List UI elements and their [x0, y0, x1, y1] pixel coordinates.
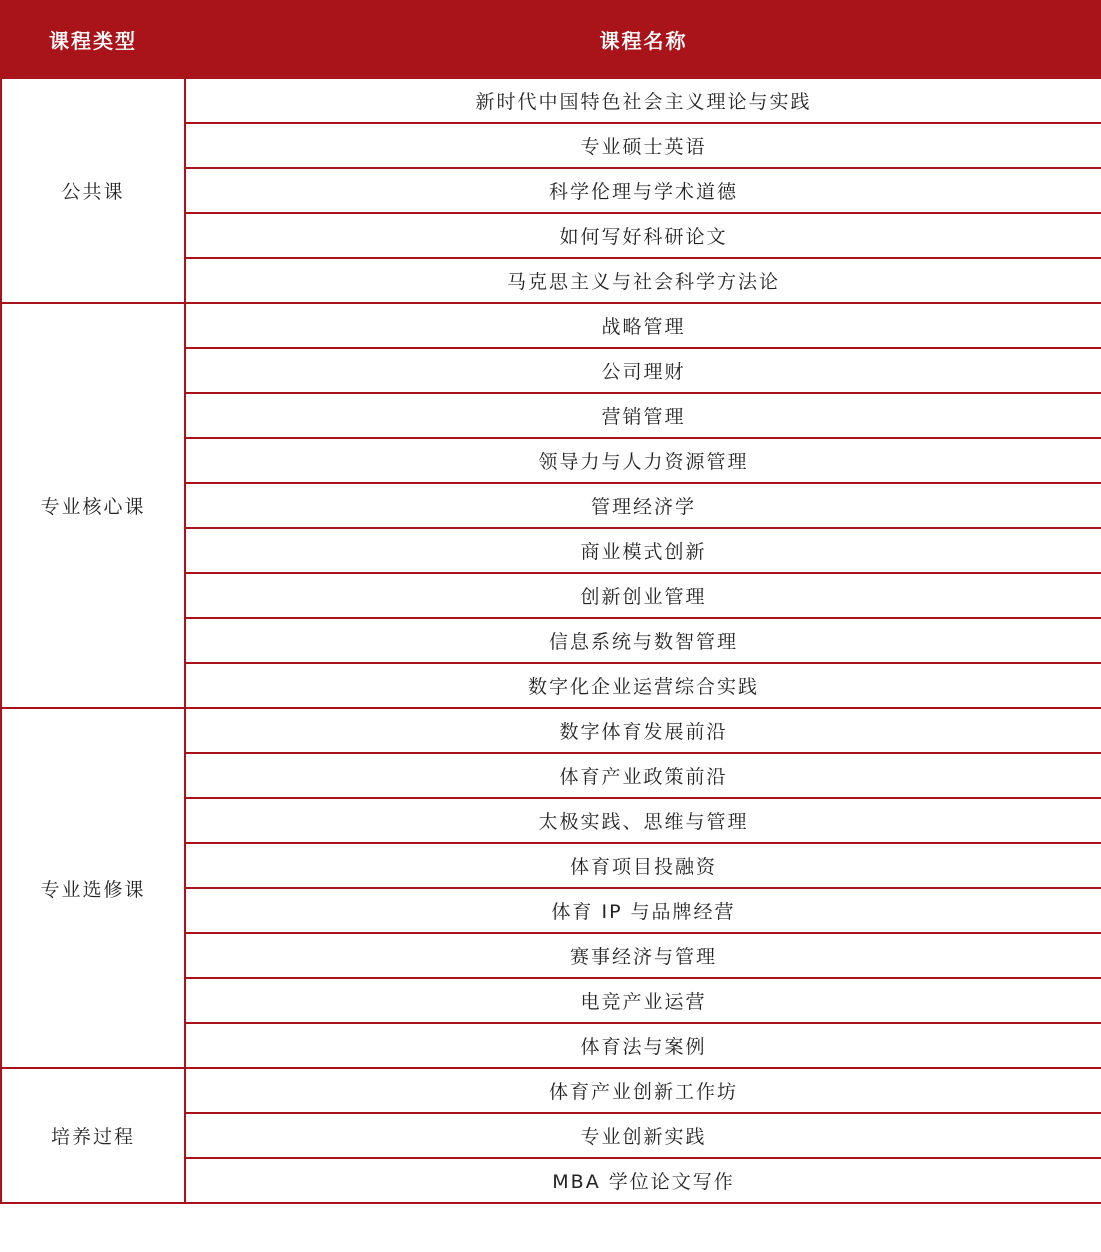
course-cell: 如何写好科研论文 — [185, 213, 1101, 258]
course-cell: 体育项目投融资 — [185, 843, 1101, 888]
table-row — [1, 303, 1101, 348]
course-cell: 专业硕士英语 — [185, 123, 1101, 168]
table-header — [1, 1, 1101, 78]
course-cell: 赛事经济与管理 — [185, 933, 1101, 978]
course-cell: 体育 IP 与品牌经营 — [185, 888, 1101, 933]
course-cell: 数字化企业运营综合实践 — [185, 663, 1101, 708]
course-cell: 战略管理 — [185, 303, 1101, 348]
table-row — [1, 78, 1101, 123]
course-cell: 营销管理 — [185, 393, 1101, 438]
course-cell: 信息系统与数智管理 — [185, 618, 1101, 663]
course-cell: 创新创业管理 — [185, 573, 1101, 618]
course-cell: 电竞产业运营 — [185, 978, 1101, 1023]
course-cell: 数字体育发展前沿 — [185, 708, 1101, 753]
course-cell: 商业模式创新 — [185, 528, 1101, 573]
course-cell: 科学伦理与学术道德 — [185, 168, 1101, 213]
course-cell: 专业创新实践 — [185, 1113, 1101, 1158]
course-cell: 管理经济学 — [185, 483, 1101, 528]
category-cell-elective: 专业选修课 — [1, 708, 185, 1068]
course-cell: 体育产业政策前沿 — [185, 753, 1101, 798]
course-cell: 太极实践、思维与管理 — [185, 798, 1101, 843]
category-cell-core: 专业核心课 — [1, 303, 185, 708]
course-cell: 新时代中国特色社会主义理论与实践 — [185, 78, 1101, 123]
course-cell: 体育产业创新工作坊 — [185, 1068, 1101, 1113]
course-cell: 领导力与人力资源管理 — [185, 438, 1101, 483]
course-cell: 公司理财 — [185, 348, 1101, 393]
table-row — [1, 1068, 1101, 1113]
table-row — [1, 708, 1101, 753]
header-row — [1, 1, 1101, 78]
course-cell: 马克思主义与社会科学方法论 — [185, 258, 1101, 303]
table-body — [1, 78, 1101, 1203]
header-course-name: 课程名称 — [185, 1, 1101, 78]
course-cell: 体育法与案例 — [185, 1023, 1101, 1068]
header-course-type: 课程类型 — [1, 1, 185, 78]
category-cell-training: 培养过程 — [1, 1068, 185, 1203]
course-cell: MBA 学位论文写作 — [185, 1158, 1101, 1203]
category-cell-public: 公共课 — [1, 78, 185, 303]
